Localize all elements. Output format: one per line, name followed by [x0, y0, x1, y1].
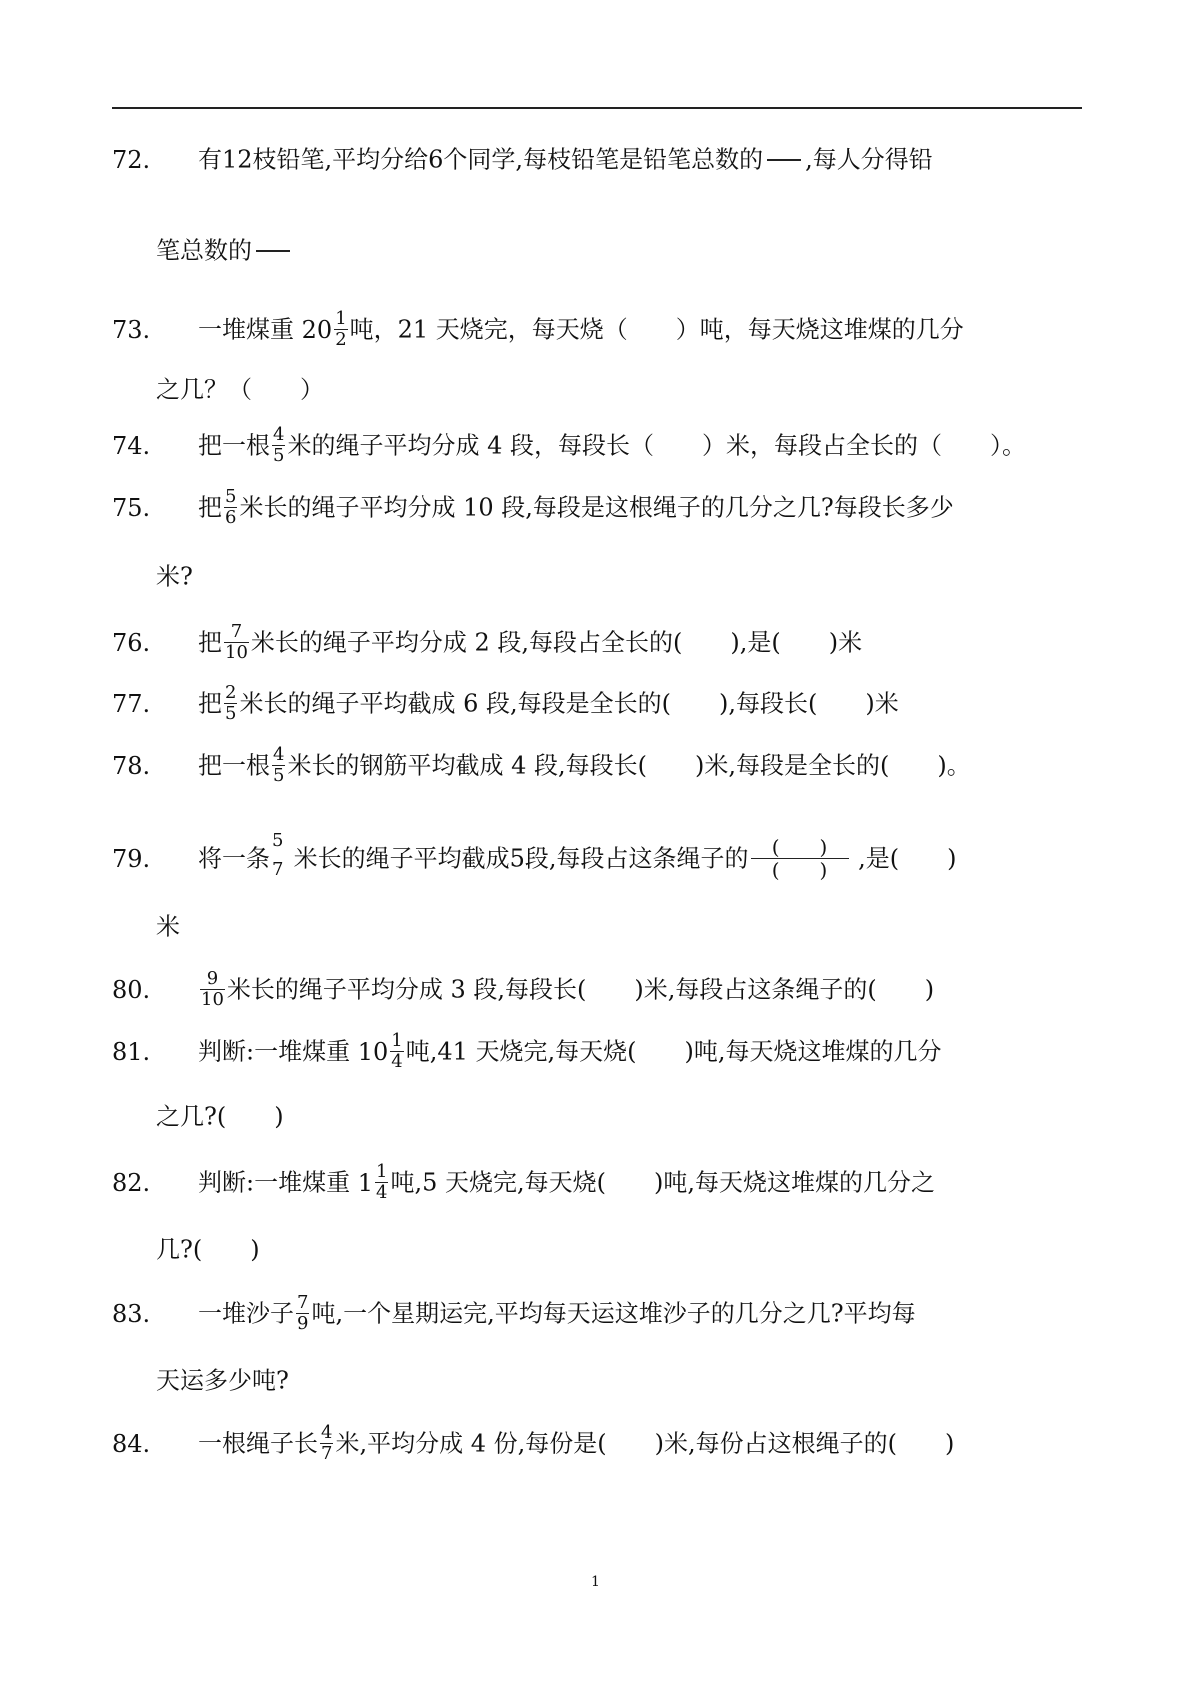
question-text: 吨,一个星期运完,平均每天运这堆沙子的几分之几?平均每 — [311, 1299, 916, 1328]
denominator: 2 — [335, 329, 347, 350]
question-72-continued — [156, 227, 294, 271]
question-73 — [112, 306, 964, 350]
mixed-number — [358, 1161, 391, 1205]
question-text: 一堆沙子 — [198, 1299, 294, 1328]
question-76 — [112, 619, 862, 663]
mixed-number — [358, 1030, 406, 1074]
numerator: 4 — [273, 424, 285, 445]
denominator: 4 — [376, 1182, 388, 1203]
question-number: 82. — [112, 1168, 151, 1197]
question-text: 米长的钢筋平均截成 4 段,每段长( )米,每段是全长的( )。 — [287, 751, 971, 780]
question-text: 米长的绳子平均截成5段,每段占这条绳子的 — [286, 844, 749, 873]
numerator: 7 — [230, 621, 243, 642]
numerator: 5 — [272, 829, 284, 851]
question-text: 之几?( ) — [156, 1102, 284, 1131]
question-number: 74. — [112, 431, 151, 460]
question-text: 把一根 — [198, 751, 270, 780]
numerator: 1 — [376, 1161, 388, 1182]
question-text: 几?( ) — [156, 1235, 260, 1264]
question-81-continued — [156, 1093, 284, 1137]
question-text: 把一根 — [198, 431, 270, 460]
denominator: 4 — [391, 1051, 403, 1072]
question-text: 判断:一堆煤重 — [198, 1037, 358, 1066]
fraction — [224, 622, 249, 663]
question-text: 笔总数的 — [156, 236, 252, 265]
question-text: 米? — [156, 562, 193, 591]
whole-part: 20 — [301, 315, 333, 344]
numerator: 5 — [225, 486, 237, 507]
question-73-continued — [156, 366, 324, 410]
whole-part: 10 — [357, 1037, 389, 1066]
question-84 — [112, 1420, 954, 1464]
question-text: 米长的绳子平均分成 2 段,每段占全长的( ),是( )米 — [250, 628, 863, 657]
question-82 — [112, 1159, 935, 1203]
fraction — [224, 683, 237, 724]
question-text: 吨,41 天烧完,每天烧( )吨,每天烧这堆煤的几分 — [405, 1037, 942, 1066]
numerator: 2 — [225, 682, 237, 703]
fraction — [296, 1293, 309, 1334]
question-text: 把 — [198, 689, 222, 718]
question-text: ,每人分得铅 — [805, 145, 933, 174]
fraction — [200, 969, 225, 1010]
question-text: 米长的绳子平均分成 3 段,每段长( )米,每段占这条绳子的( ) — [226, 975, 935, 1004]
question-text: 米长的绳子平均截成 6 段,每段是全长的( ),每段长( )米 — [239, 689, 899, 718]
fraction — [224, 487, 237, 528]
question-74 — [112, 422, 1026, 466]
question-text: 米的绳子平均分成 4 段，每段长（ ）米，每段占全长的（ ）。 — [287, 431, 1026, 460]
question-80 — [112, 966, 934, 1010]
question-text: 之几？（ ） — [156, 375, 324, 404]
question-number: 79. — [112, 844, 151, 873]
denominator: 10 — [225, 642, 248, 663]
question-text: 一根绳子长 — [198, 1429, 318, 1458]
question-text: 吨,5 天烧完,每天烧( )吨,每天烧这堆煤的几分之 — [390, 1168, 935, 1197]
numerator: 4 — [321, 1422, 333, 1443]
question-75-continued — [156, 553, 193, 597]
mixed-number — [302, 308, 350, 352]
question-79-continued — [156, 903, 180, 947]
denominator-blank[interactable]: ( ) — [751, 858, 849, 881]
question-number: 73. — [112, 315, 151, 344]
question-number: 84. — [112, 1429, 151, 1458]
question-number: 75. — [112, 493, 151, 522]
whole-part: 1 — [357, 1168, 373, 1197]
question-text: 有12枝铅笔,平均分给6个同学,每枝铅笔是铅笔总数的 — [198, 145, 764, 174]
numerator: 9 — [206, 968, 219, 989]
question-text: 把 — [198, 628, 222, 657]
numerator-blank[interactable]: ( ) — [771, 835, 828, 859]
question-number: 76. — [112, 628, 151, 657]
fraction — [272, 425, 285, 466]
denominator: 5 — [225, 703, 237, 724]
question-text: 米长的绳子平均分成 10 段,每段是这根绳子的几分之几?每段长多少 — [239, 493, 954, 522]
denominator: 5 — [273, 765, 285, 786]
question-81 — [112, 1028, 942, 1072]
header-rule — [112, 107, 1082, 109]
denominator: 10 — [201, 989, 224, 1010]
question-text: 把 — [198, 493, 222, 522]
question-text: 天运多少吨? — [156, 1366, 289, 1395]
question-number: 81. — [112, 1037, 151, 1066]
question-number: 80. — [112, 975, 151, 1004]
numerator: 7 — [297, 1292, 309, 1313]
numerator: 1 — [391, 1030, 403, 1051]
denominator: 9 — [297, 1313, 309, 1334]
fraction — [390, 1031, 403, 1072]
denominator: 6 — [225, 507, 237, 528]
question-77 — [112, 680, 899, 724]
question-text: 将一条 — [198, 844, 270, 873]
question-text: 米,平均分成 4 份,每份是( )米,每份占这根绳子的( ) — [335, 1429, 955, 1458]
question-number: 77. — [112, 689, 151, 718]
question-number: 83. — [112, 1299, 151, 1328]
denominator: 7 — [321, 1443, 333, 1464]
question-75 — [112, 484, 954, 528]
question-text: 吨，21 天烧完，每天烧（ ）吨，每天烧这堆煤的几分 — [349, 315, 964, 344]
question-text: 一堆煤重 — [198, 315, 302, 344]
numerator: 1 — [335, 308, 347, 329]
page-number: 1 — [591, 1574, 600, 1590]
question-82-continued — [156, 1226, 260, 1270]
question-text: 米 — [156, 912, 180, 941]
question-83 — [112, 1290, 916, 1334]
fraction-answer-box[interactable] — [751, 836, 849, 881]
answer-blank[interactable] — [256, 250, 290, 252]
question-text: 判断:一堆煤重 — [198, 1168, 358, 1197]
fraction — [375, 1162, 388, 1203]
fraction — [320, 1423, 333, 1464]
question-83-continued — [156, 1357, 289, 1401]
question-79 — [112, 829, 957, 882]
numerator: 4 — [273, 744, 285, 765]
denominator: 7 — [272, 858, 284, 880]
question-78 — [112, 742, 971, 786]
question-number: 72. — [112, 145, 151, 174]
denominator: 5 — [273, 445, 285, 466]
question-text: ,是( ) — [850, 844, 957, 873]
fraction — [334, 309, 347, 350]
fraction — [272, 745, 285, 786]
question-number: 78. — [112, 751, 151, 780]
question-72 — [112, 136, 933, 180]
answer-blank[interactable] — [767, 159, 801, 161]
